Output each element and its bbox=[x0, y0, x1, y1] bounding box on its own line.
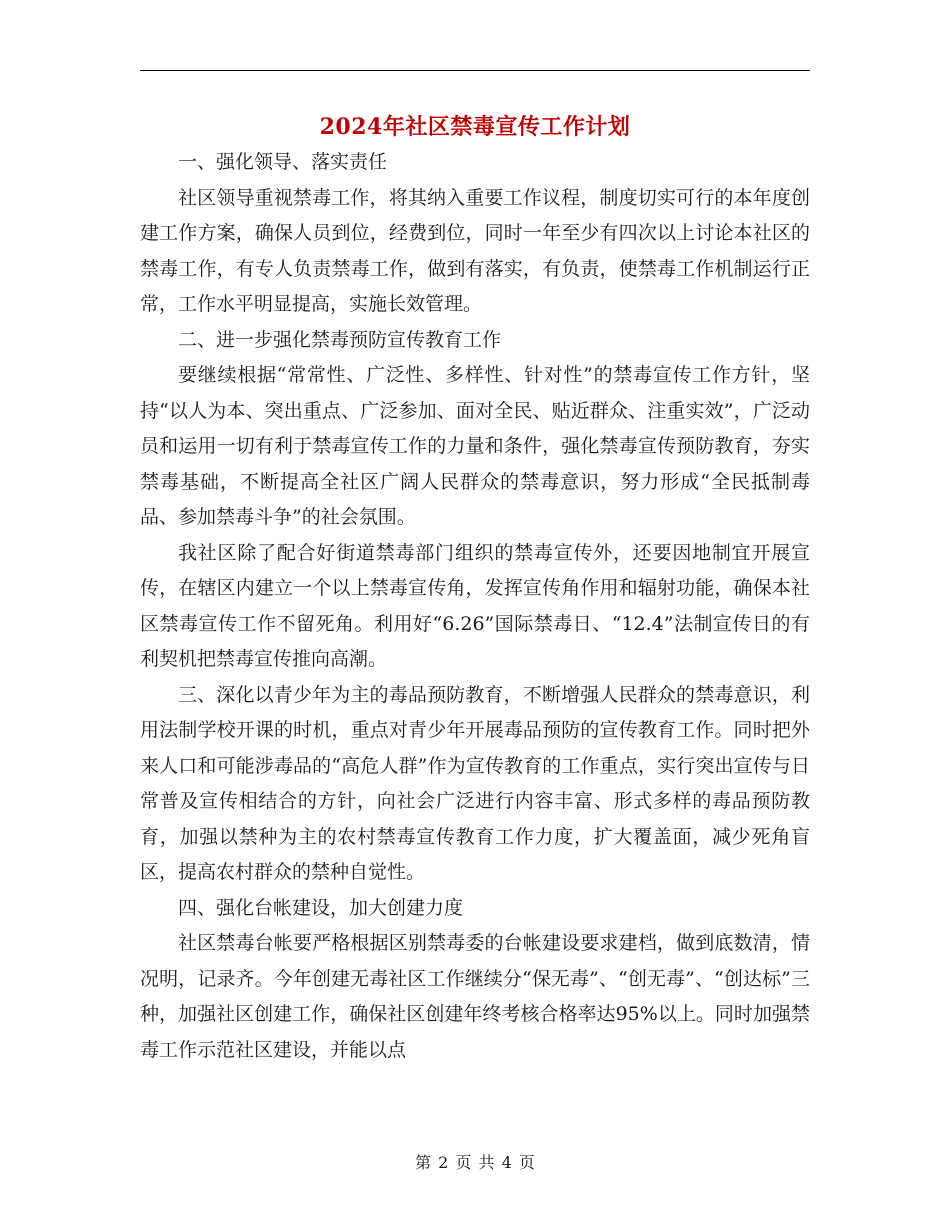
section-heading-1: 一、强化领导、落实责任 bbox=[178, 151, 388, 173]
page-number-footer: 第 2 页 共 4 页 bbox=[415, 1153, 535, 1172]
document-body bbox=[140, 145, 810, 1068]
paragraph-3: 我社区除了配合好街道禁毒部门组织的禁毒宣传外，还要因地制宜开展宣传，在辖区内建立一个以上禁毒宣传角，发挥宣传角作用和辐射功能，确保本社区禁毒宣传工作不留死角。利用好“6.26”国际禁毒日、“12.4”法制宣传日的有利契机把禁毒宣传推向高潮。 bbox=[140, 541, 810, 670]
section-heading-2: 二、进一步强化禁毒预防宣传教育工作 bbox=[178, 328, 502, 351]
paragraph-1: 社区领导重视禁毒工作，将其纳入重要工作议程，制度切实可行的本年度创建工作方案，确保人员到位，经费到位，同时一年至少有四次以上讨论本社区的禁毒工作，有专人负责禁毒工作，做到有落实，有负责，使禁毒工作机制运行正常，工作水平明显提高，实施长效管理。 bbox=[140, 186, 810, 315]
paragraph-4: 三、深化以青少年为主的毒品预防教育，不断增强人民群众的禁毒意识，利用法制学校开课的时机，重点对青少年开展毒品预防的宣传教育工作。同时把外来人口和可能涉毒品的“高危人群”作为宣传教育的工作重点，实行突出宣传与日常普及宣传相结合的方针，向社会广泛进行内容丰富、形式多样的毒品预防教育，加强以禁种为主的农村禁毒宣传教育工作力度，扩大覆盖面，减少死角盲区，提高农村群众的禁种自觉性。 bbox=[140, 683, 810, 883]
section-heading-4: 四、强化台帐建设，加大创建力度 bbox=[178, 896, 464, 919]
paragraph-5: 社区禁毒台帐要严格根据区别禁毒委的台帐建设要求建档，做到底数清，情况明，记录齐。今年创建无毒社区工作继续分“保无毒”、“创无毒”、“创达标”三种，加强社区创建工作，确保社区创建年终考核合格率达95%以上。同时加强禁毒工作示范社区建设，并能以点 bbox=[140, 932, 810, 1061]
header-rule bbox=[140, 70, 810, 71]
paragraph-2: 要继续根据“常常性、广泛性、多样性、针对性”的禁毒宣传工作方针，坚持“以人为本、突出重点、广泛参加、面对全民、贴近群众、注重实效”，广泛动员和运用一切有利于禁毒宣传工作的力量和条件，强化禁毒宣传预防教育，夯实禁毒基础，不断提高全社区广阔人民群众的禁毒意识，努力形成“全民抵制毒品、参加禁毒斗争”的社会氛围。 bbox=[140, 364, 810, 528]
document-title: 2024年社区禁毒宣传工作计划 bbox=[319, 114, 631, 140]
